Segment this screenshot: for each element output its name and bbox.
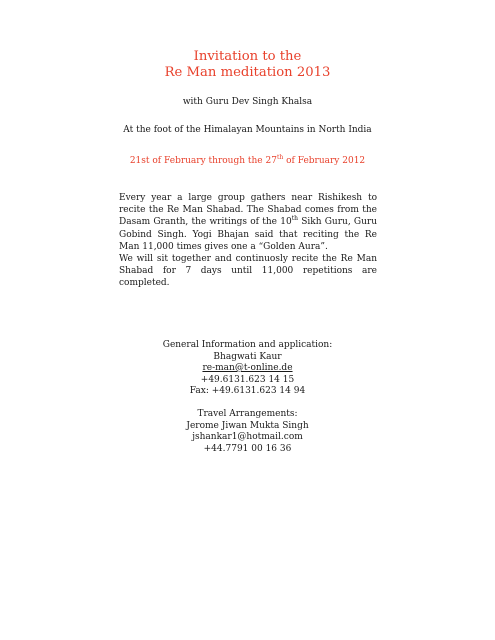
general-info-name: Bhagwati Kaur xyxy=(213,351,282,362)
title-line-2: Re Man meditation 2013 xyxy=(164,65,331,80)
description-paragraph-2: We will sit together and continuosly recite the Re Man Shabad for 7 days until 11,000 repetitions are completed. xyxy=(119,254,377,289)
general-info-phone: +49.6131.623 14 15 xyxy=(200,374,295,385)
invitation-title xyxy=(0,49,495,81)
general-info-block xyxy=(0,340,495,398)
title-line-1: Invitation to the xyxy=(193,49,302,64)
travel-block xyxy=(0,409,495,455)
location-line: At the foot of the Himalayan Mountains in North India xyxy=(123,125,372,135)
description-paragraph-1 xyxy=(119,192,377,253)
travel-phone: +44.7791 00 16 36 xyxy=(203,443,292,454)
travel-heading: Travel Arrangements: xyxy=(197,409,298,419)
travel-name: Jerome Jiwan Mukta Singh xyxy=(186,420,309,431)
teacher-line: with Guru Dev Singh Khalsa xyxy=(182,97,313,107)
travel-email: jshankar1@hotmail.com xyxy=(192,432,303,442)
dates-end: of February 2012 xyxy=(283,156,366,166)
dates-start-suffix: th xyxy=(276,154,284,161)
paragraph-1-part-b: Sikh Guru, Guru Gobind Singh. Yogi Bhajan said that reciting the Re Man 11,000 times gives one a “Golden Aura”. xyxy=(119,217,377,252)
dates-line xyxy=(0,156,495,167)
paragraph-1-part-a: Every year a large group gathers near Rishikesh to recite the Re Man Shabad. The Shabad comes from the Dasam Granth, the writings of the 10 xyxy=(119,193,377,228)
general-info-heading: General Information and application: xyxy=(162,340,333,350)
description-body xyxy=(119,192,377,290)
dates-start: 21st of February through the 27 xyxy=(129,156,277,166)
general-info-fax: Fax: +49.6131.623 14 94 xyxy=(189,386,306,396)
paragraph-1-suffix: th xyxy=(291,215,298,223)
general-info-email-link[interactable]: re-man@t-online.de xyxy=(202,363,293,373)
